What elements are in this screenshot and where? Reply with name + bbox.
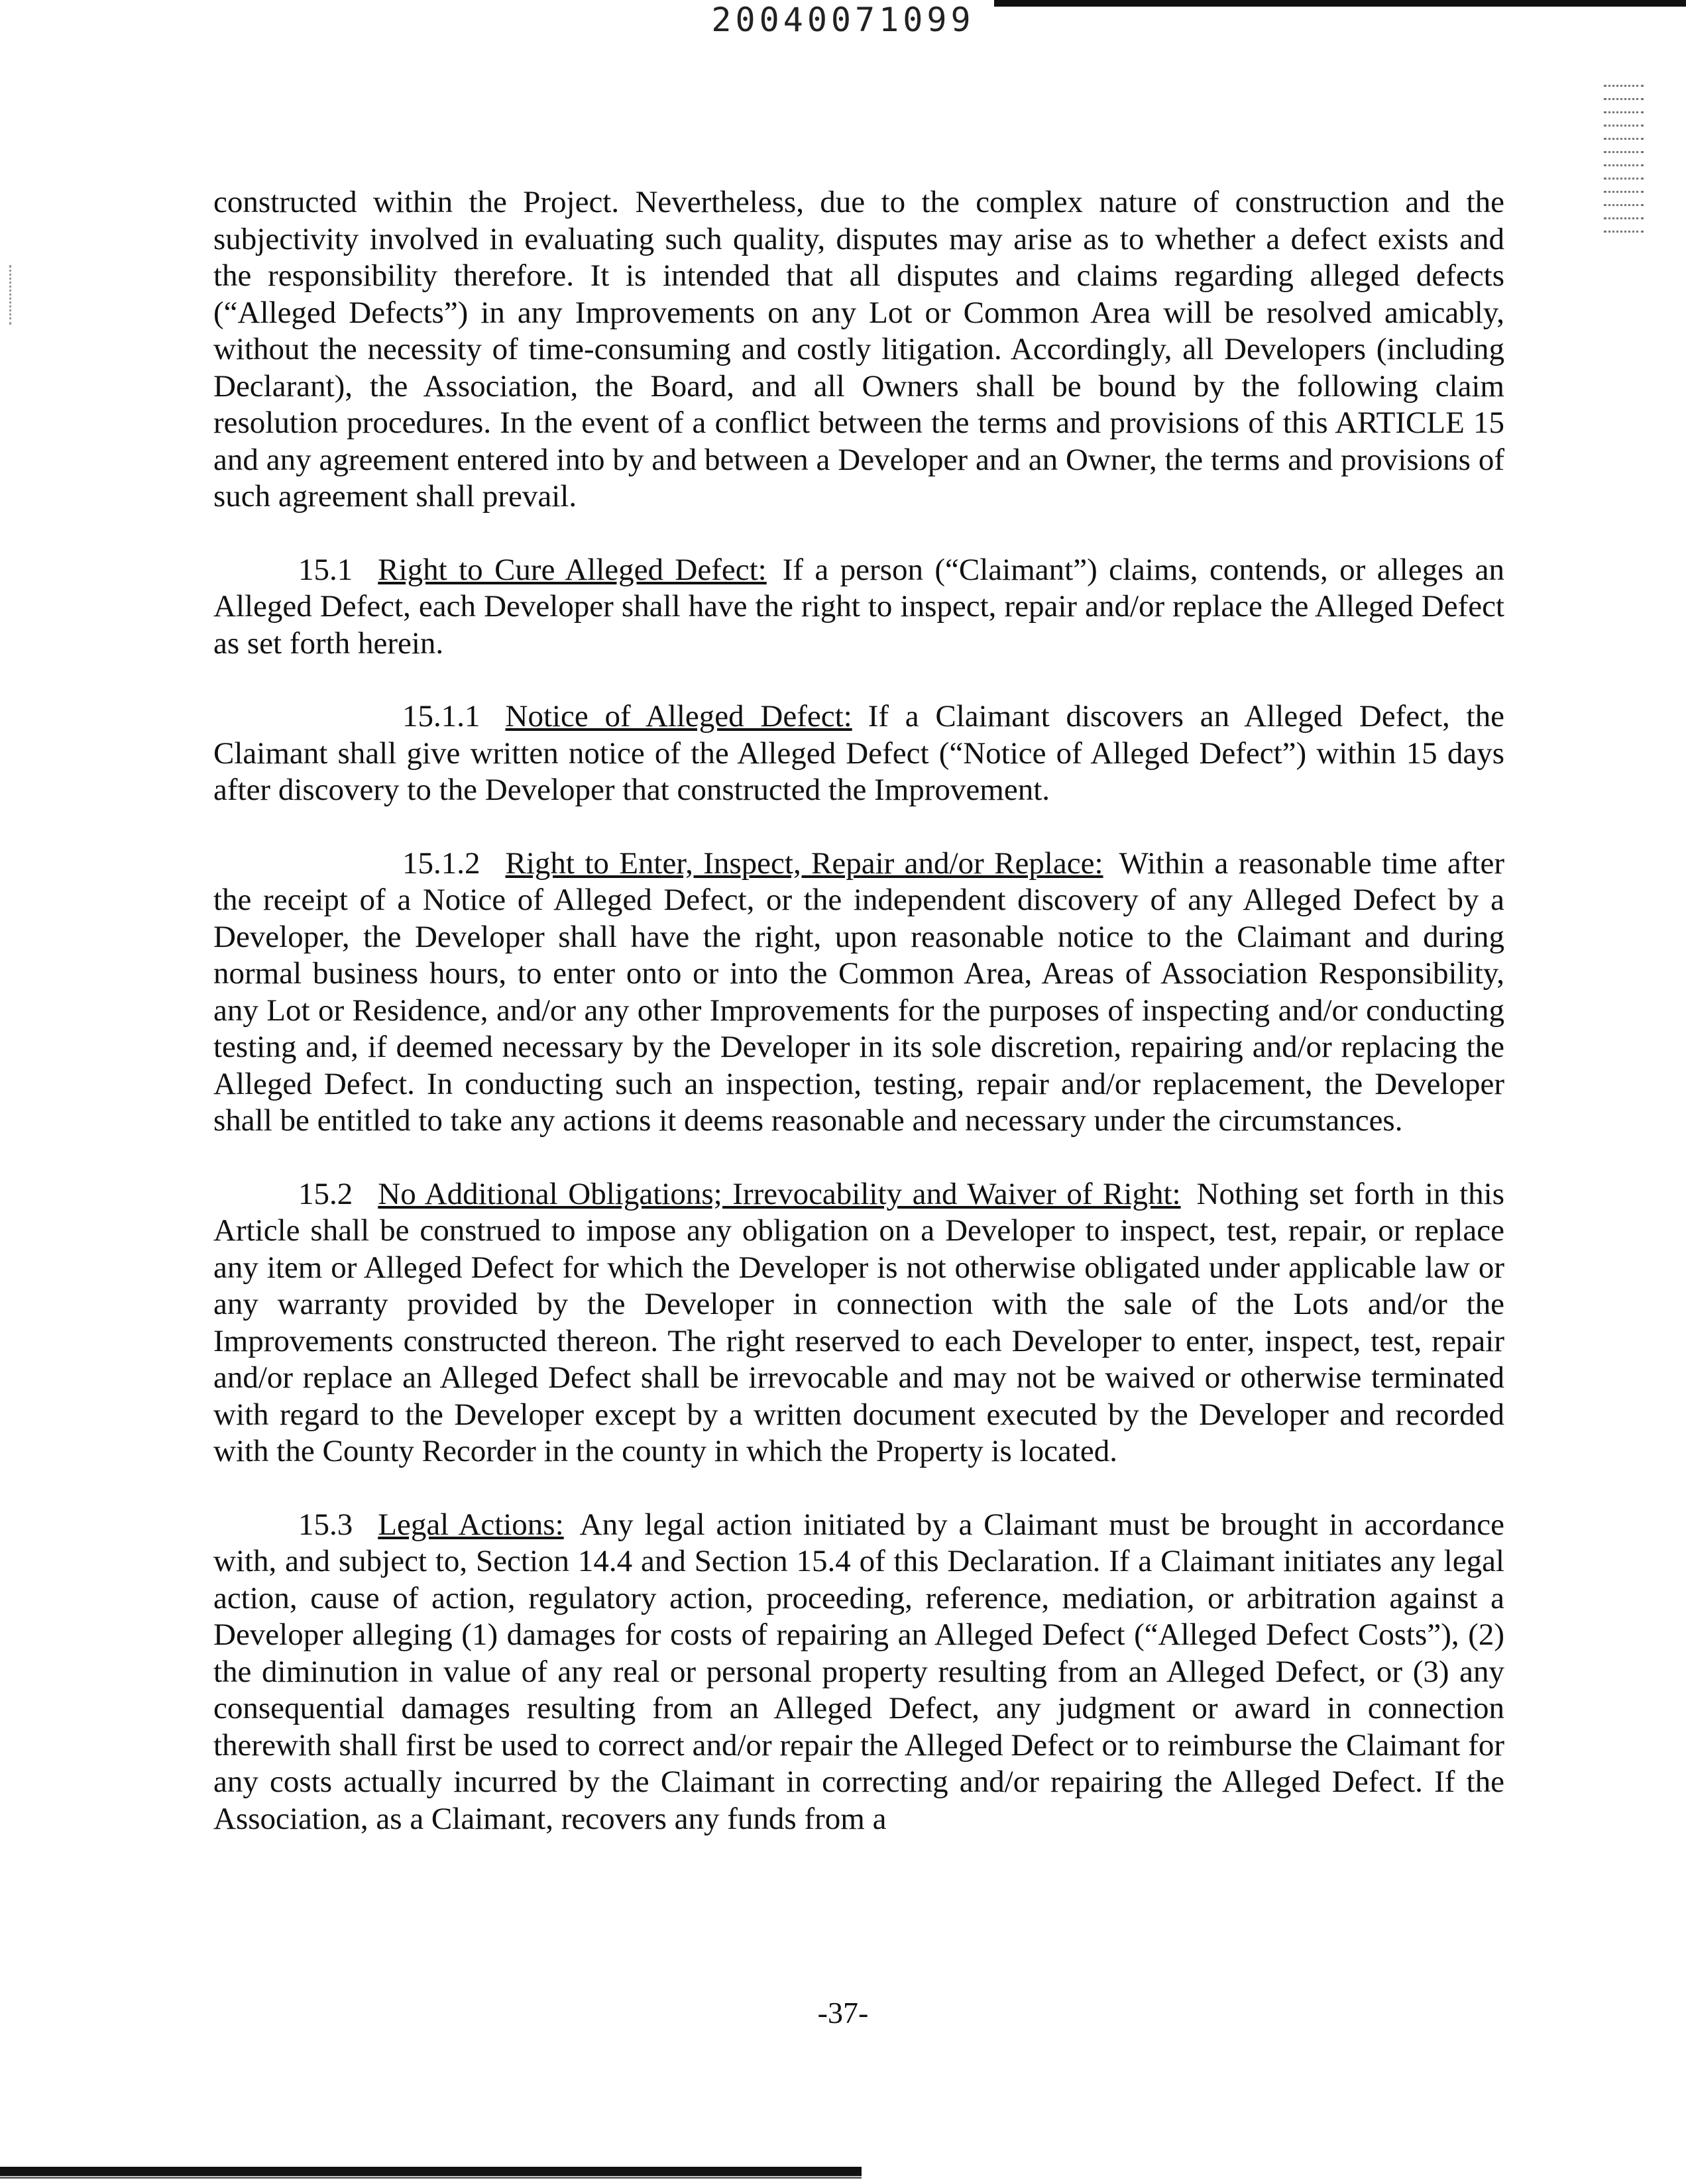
section-heading: Right to Cure Alleged Defect: — [378, 552, 767, 587]
section-15-3 — [213, 1507, 1504, 1838]
scan-edge-marks — [1604, 85, 1644, 250]
document-number: 20040071099 — [711, 1, 975, 39]
section-number: 15.1 — [298, 552, 353, 587]
section-heading: Legal Actions: — [378, 1507, 564, 1542]
section-text: Within a reasonable time after the receipt of a Notice of Alleged Defect, or the independent discovery of any Alleged Defect by a Developer, the Developer shall have the right, upon reasonable notice to the Claimant and during normal business hours, to enter onto or into the Common Area, Areas of Association Responsibility, any Lot or Residence, and/or any other Improvements for the purposes of inspecting and/or conducting testing and, if deemed necessary by the Developer in its sole discretion, repairing and/or replacing the Alleged Defect. In conducting such an inspection, testing, repair and/or replacement, the Developer shall be entitled to take any actions it deems reasonable and necessary under the circumstances. — [213, 846, 1504, 1138]
section-heading: No Additional Obligations; Irrevocability and Waiver of Right: — [378, 1176, 1181, 1211]
intro-paragraph: constructed within the Project. Nevertheless, due to the complex nature of construction and the subjectivity involved in evaluating such quality, disputes may arise as to whether a defect exists and the responsibility therefore. It is intended that all disputes and claims regarding alleged defects (“Alleged Defects”) in any Improvements on any Lot or Common Area will be resolved amicably, without the necessity of time-consuming and costly litigation. Accordingly, all Developers (including Declarant), the Association, the Board, and all Owners shall be bound by the following claim resolution procedures. In the event of a conflict between the terms and provisions of this ARTICLE 15 and any agreement entered into by and between a Developer and an Owner, the terms and provisions of such agreement shall prevail. — [213, 185, 1504, 514]
section-15-2 — [213, 1176, 1504, 1470]
section-text: Nothing set forth in this Article shall be construed to impose any obligation on a Developer to inspect, test, repair, or replace any item or Alleged Defect for which the Developer is not otherwise obligated under applicable law or any warranty provided by the Developer in connection with the sale of the Lots and/or the Improvements constructed thereon. The right reserved to each Developer to enter, inspect, test, repair and/or replace an Alleged Defect shall be irrevocable and may not be waived or otherwise terminated with regard to the Developer except by a written document executed by the Developer and recorded with the County Recorder in the county in which the Property is located. — [213, 1176, 1504, 1468]
section-15-1 — [213, 552, 1504, 663]
section-15-1-2 — [213, 846, 1504, 1140]
section-text: If a person (“Claimant”) claims, contends, or alleges an Alleged Defect, each Developer shall have the right to inspect, repair and/or replace the Alleged Defect as set forth herein. — [213, 552, 1504, 661]
bottom-scan-rule-thin — [0, 2177, 862, 2179]
section-15-1-1 — [213, 698, 1504, 809]
section-number: 15.1.1 — [402, 699, 480, 734]
section-number: 15.3 — [298, 1507, 353, 1542]
section-heading: Notice of Alleged Defect: — [505, 699, 852, 734]
section-heading: Right to Enter, Inspect, Repair and/or Replace: — [505, 846, 1103, 881]
section-text: If a Claimant discovers an Alleged Defect, the Claimant shall give written notice of the Alleged Defect (“Notice of Alleged Defect”) within 15 days after discovery to the Developer that constructed the Improvement. — [213, 699, 1504, 807]
section-number: 15.2 — [298, 1176, 353, 1211]
scan-left-marks — [9, 265, 15, 325]
page-number: -37- — [817, 1996, 869, 2030]
bottom-scan-rule — [0, 2167, 862, 2176]
section-number: 15.1.2 — [402, 846, 480, 881]
section-text: Any legal action initiated by a Claimant must be brought in accordance with, and subject to, Section 14.4 and Section 15.4 of this Declaration. If a Claimant initiates any legal action, cause of action, regulatory action, proceeding, reference, mediation, or arbitration against a Developer alleging (1) damages for costs of repairing an Alleged Defect (“Alleged Defect Costs”), (2) the diminution in value of any real or personal property resulting from an Alleged Defect, or (3) any consequential damages resulting from an Alleged Defect, any judgment or award in connection therewith shall first be used to correct and/or repair the Alleged Defect or to reimburse the Claimant for any costs actually incurred by the Claimant in correcting and/or repairing the Alleged Defect. If the Association, as a Claimant, recovers any funds from a — [213, 1507, 1504, 1836]
document-body — [213, 184, 1504, 1874]
